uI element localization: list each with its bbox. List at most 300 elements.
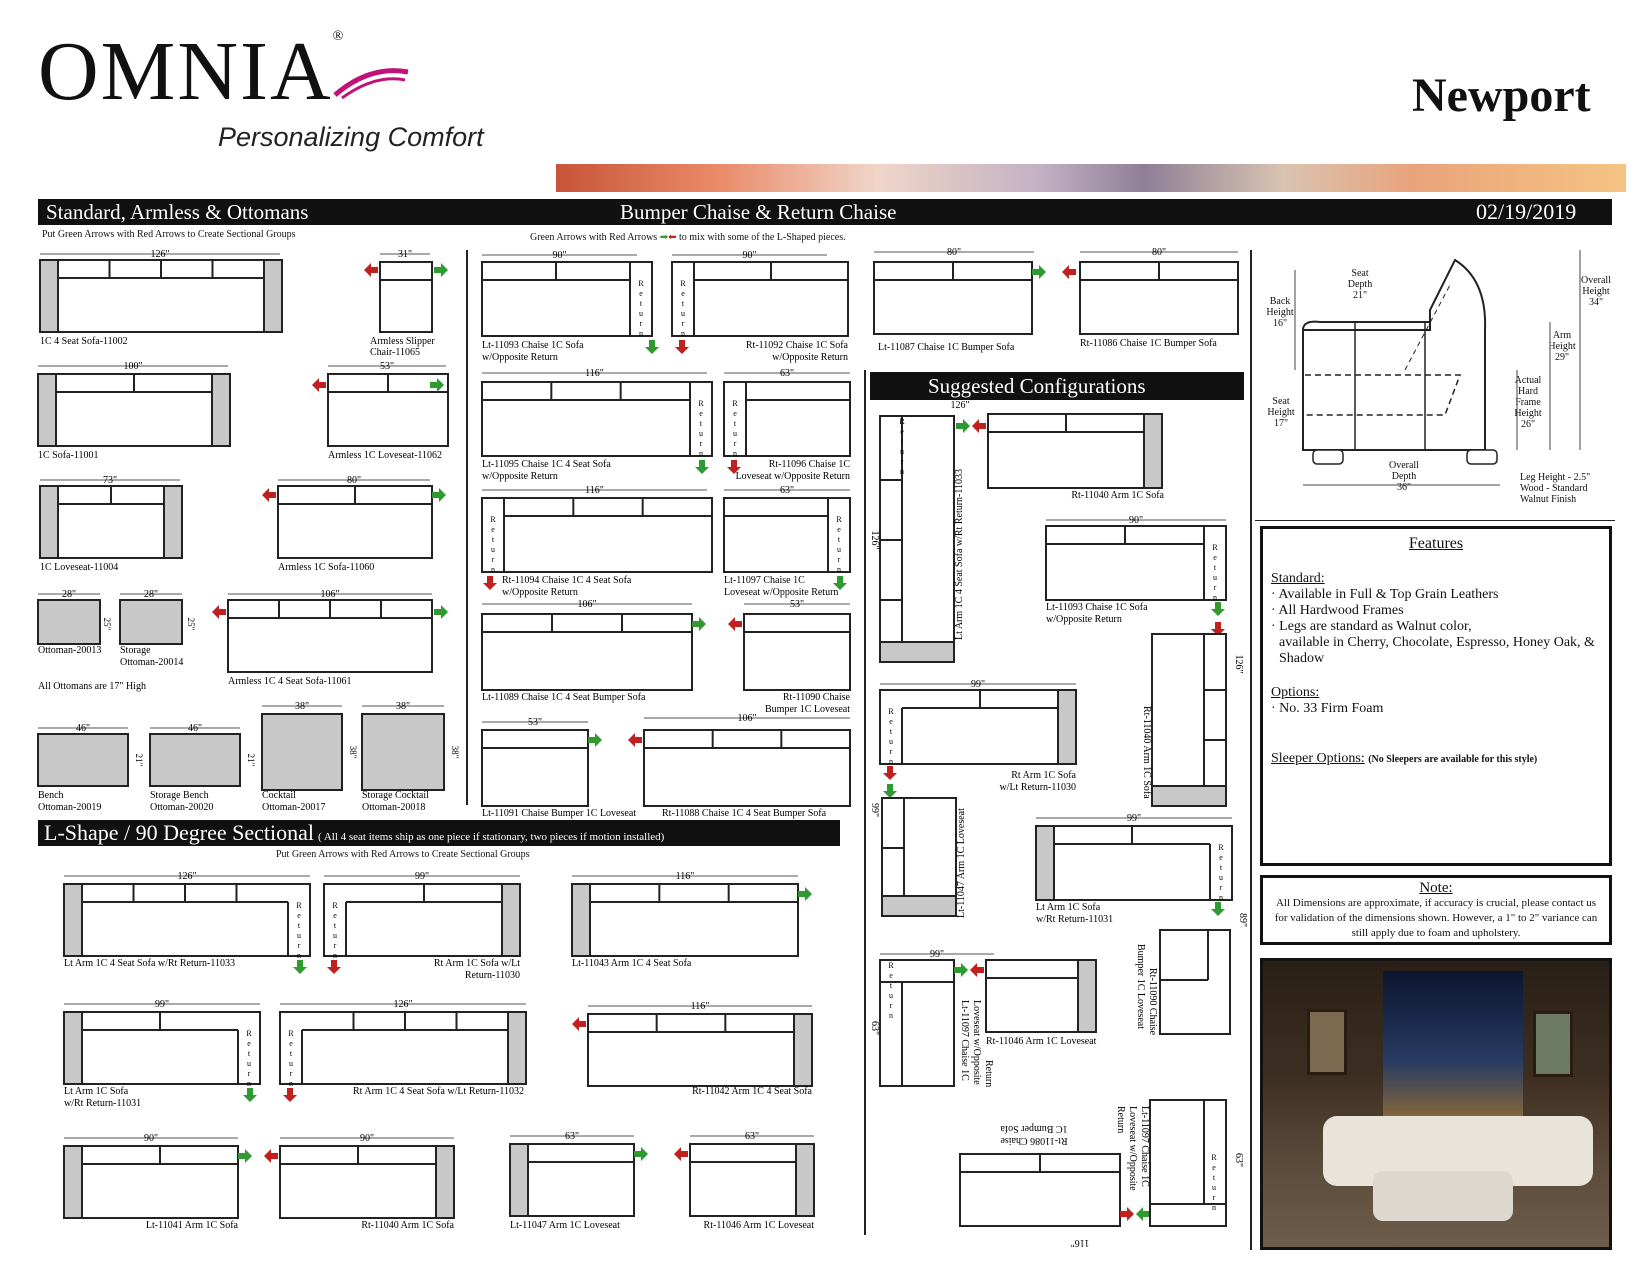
label-20018: Storage Cocktail (362, 790, 429, 801)
cfg-d-label1b: w/Rt Return-11031 (1036, 914, 1114, 925)
label-20020: Storage Bench (150, 790, 209, 801)
l-11032-return: e (289, 1039, 293, 1048)
red-arrow (262, 488, 276, 502)
cfg-c-sofa-return: t (889, 727, 893, 736)
cfg-b-chaise-return: t (1213, 563, 1217, 572)
cfg-b-label1: Lt-11093 Chaise 1C Sofa (1046, 602, 1148, 613)
cfg-a-return: R (899, 417, 905, 426)
label-11001: 1C Sofa-11001 (38, 450, 99, 461)
cfg-e-dim: 99" (929, 949, 945, 960)
cfg-d-sofa-return: n (1219, 893, 1223, 902)
dim-11040: 90" (359, 1133, 375, 1144)
ottoman-note: All Ottomans are 17" High (38, 681, 146, 692)
chaise-11094-return: r (491, 555, 495, 564)
label-11093b: w/Opposite Return (482, 352, 558, 363)
chaise-11095-return: t (699, 419, 703, 428)
sleeper-line: Sleeper Options: (No Sleepers are available for this style) (1271, 751, 1538, 766)
green-arrow (1136, 1207, 1150, 1221)
label-11040: Rt-11040 Arm 1C Sofa (361, 1220, 454, 1231)
leg-height: Leg Height - 2.5" Wood - Standard Walnut Finish (1520, 472, 1591, 505)
dim-11031: 99" (154, 999, 170, 1010)
green-arrow (238, 1149, 252, 1163)
cfg-b-chaise-return: e (1213, 553, 1217, 562)
dim-11041: 90" (143, 1133, 159, 1144)
dim-11096: 63" (779, 368, 795, 379)
label-11095: Lt-11095 Chaise 1C 4 Seat Sofa (482, 459, 611, 470)
dim-11089: 106" (577, 599, 597, 610)
cfg-f-return: e (1212, 1163, 1216, 1172)
red-arrow (283, 1088, 297, 1102)
green-arrow (692, 617, 706, 631)
sofa-11001-arm-r (212, 374, 230, 446)
l-11031-return: R (246, 1029, 252, 1038)
frame-height: Actual Hard Frame Height 26" (1514, 375, 1542, 430)
label-11090: Rt-11090 Chaise (782, 692, 850, 703)
green-arrow (1032, 265, 1046, 279)
l-11033-return: r (297, 941, 301, 950)
dim-11001: 100" (123, 361, 143, 372)
cfg-b-dim2: 126" (1233, 654, 1244, 674)
cfg-a-return: u (900, 447, 904, 456)
red-arrow (674, 1147, 688, 1161)
label-11031: Lt Arm 1C Sofa (64, 1086, 129, 1097)
cfg-e-label1: Lt-11097 Chaise 1C (959, 1000, 970, 1081)
bumper-heading: Bumper Chaise & Return Chaise (620, 200, 897, 224)
l-11033-return: R (296, 901, 302, 910)
label-11033: Lt Arm 1C 4 Seat Sofa w/Rt Return-11033 (64, 958, 236, 969)
cfg-f-return: R (1211, 1153, 1217, 1162)
label-11092: Rt-11092 Chaise 1C Sofa (745, 340, 848, 351)
cfg-c-sofa-return: r (889, 747, 893, 756)
cfg-d-sofa (1036, 826, 1232, 900)
l-11042-arm (794, 1014, 812, 1086)
room-photo (1260, 958, 1612, 1250)
dim-11061: 106" (320, 589, 340, 600)
l-11030-return: n (333, 951, 337, 960)
l-11033-return: u (297, 931, 301, 940)
l-11031 (64, 1012, 260, 1084)
dim-11065: 31" (397, 249, 413, 260)
dim2-20018: 38" (450, 745, 460, 759)
cfg-e-return: e (889, 971, 893, 980)
l-11030-return: e (333, 911, 337, 920)
dim2-20014: 25" (186, 617, 196, 631)
cfg-a-return: t (900, 437, 904, 446)
dim-20019: 46" (75, 723, 91, 734)
chaise-11095-body (482, 382, 690, 456)
l-11031-return: u (247, 1059, 251, 1068)
chaise-11093-return: R (638, 279, 644, 288)
cfg-c-sofa (880, 690, 1076, 764)
cfg-d-sofa-return: t (1219, 863, 1223, 872)
chaise-11092-return: u (681, 309, 685, 318)
green-arrow (293, 960, 307, 974)
chaise-11097-return: u (837, 545, 841, 554)
red-arrow (312, 378, 326, 392)
green-arrow (432, 488, 446, 502)
feature-3-cont: available in Cherry, Chocolate, Espresso, Honey Oak, & Shadow (1279, 635, 1595, 666)
label-11030: Rt Arm 1C Sofa w/Lt (433, 958, 520, 969)
l-11031-return: e (247, 1039, 251, 1048)
cocktail-20017 (262, 714, 342, 790)
label-11097: Lt-11097 Chaise 1C (724, 575, 805, 586)
l-11031-return: n (247, 1079, 251, 1088)
label-11061: Armless 1C 4 Seat Sofa-11061 (228, 676, 352, 687)
chaise-11094-return: u (491, 545, 495, 554)
bumper-11090 (744, 614, 850, 690)
chaise-11097-return: e (837, 525, 841, 534)
label-11004: 1C Loveseat-11004 (40, 562, 119, 573)
note-box (1260, 875, 1612, 945)
cfg-e-return: r (889, 1001, 893, 1010)
label-20020b: Ottoman-20020 (150, 802, 214, 813)
label-11002: 1C 4 Seat Sofa-11002 (40, 336, 128, 347)
red-arrow (364, 263, 378, 277)
omnia-logo: OMNIA® (38, 25, 346, 118)
chaise-11095-return: R (698, 399, 704, 408)
l-11031-return: t (247, 1049, 251, 1058)
cfg-d-dim2: 89" (1237, 912, 1248, 928)
cfg-e-return: R (888, 961, 894, 970)
label-11096b: Loveseat w/Opposite Return (735, 471, 850, 482)
chaise-11095-return: u (699, 429, 703, 438)
red-arrow (728, 617, 742, 631)
cfg-d-label2: Rt-11090 Chaise (1147, 968, 1158, 1036)
tagline: Personalizing Comfort (218, 122, 484, 152)
red-arrow (212, 605, 226, 619)
cfg-b-vert (1152, 634, 1226, 806)
chaise-11097-return: n (837, 565, 841, 574)
l-11031-arm (64, 1012, 82, 1084)
cfg-d-sofa-return: R (1218, 843, 1224, 852)
label-11093: Lt-11093 Chaise 1C Sofa (482, 340, 584, 351)
loveseat-11004-arm-l (40, 486, 58, 558)
dim-11046: 63" (744, 1131, 760, 1142)
chaise-11094-return: n (491, 565, 495, 574)
cfg-b-chaise-return: R (1212, 543, 1218, 552)
cfg-e-return: t (889, 981, 893, 990)
chaise-11093-return: n (639, 329, 643, 338)
dim-11090: 53" (789, 599, 805, 610)
cfg-e-dim2: 63" (869, 1020, 880, 1036)
l-11043 (572, 884, 798, 956)
l-11030 (324, 884, 520, 956)
label-20018b: Ottoman-20018 (362, 802, 426, 813)
arm-height: Arm Height 29" (1548, 330, 1576, 363)
green-arrow (954, 963, 968, 977)
red-arrow (327, 960, 341, 974)
sofa-11001-arm-l (38, 374, 56, 446)
cfg-b-chaise-return: r (1213, 583, 1217, 592)
label-11097b: Loveseat w/Opposite Return (724, 587, 839, 598)
cfg-c-label1b: w/Lt Return-11030 (999, 782, 1076, 793)
bumper-11091 (482, 730, 588, 806)
features-title: Features (1408, 535, 1464, 552)
red-arrow (1062, 265, 1076, 279)
dim2-20013: 25" (102, 617, 112, 631)
cocktail-20018 (362, 714, 444, 790)
chaise-11092-return: t (681, 299, 685, 308)
lshape-heading: L-Shape / 90 Degree Sectional ( All 4 seat items ship as one piece if stationary, two pieces if motion installed) (44, 820, 665, 845)
dim-11047: 63" (564, 1131, 580, 1142)
label-11094: Rt-11094 Chaise 1C 4 Seat Sofa (502, 575, 632, 586)
cfg-f-dim2: 63" (1233, 1152, 1244, 1168)
green-arrow (588, 733, 602, 747)
chaise-11097-return: r (837, 555, 841, 564)
l-11040 (280, 1146, 454, 1218)
l-11041-arm (64, 1146, 82, 1218)
green-arrow (434, 605, 448, 619)
note-title: Note: (1419, 880, 1453, 896)
chaise-11095-return: r (699, 439, 703, 448)
dim-11062: 53" (379, 361, 395, 372)
ottoman-20013 (38, 600, 100, 644)
feature-3: · Legs are standard as Walnut color, (1271, 619, 1472, 634)
chaise-11092-return: n (681, 329, 685, 338)
lshape-note: Put Green Arrows with Red Arrows to Create Sectional Groups (276, 849, 530, 860)
cfg-a-dim2: 126" (869, 530, 880, 550)
label-11087: Lt-11087 Chaise 1C Bumper Sofa (878, 342, 1015, 353)
label-11091: Lt-11091 Chaise Bumper 1C Loveseat (482, 808, 637, 819)
seat-height: Seat Height 17" (1267, 396, 1295, 429)
l-11031-return: r (247, 1069, 251, 1078)
dim-11091: 53" (527, 717, 543, 728)
red-arrow (970, 963, 984, 977)
cfg-f-label1: Rt-11086 Chaise (1000, 1135, 1068, 1146)
cfg-f-return: r (1212, 1193, 1216, 1202)
l-11033-arm (64, 884, 82, 956)
label-11042: Rt-11042 Arm 1C 4 Seat Sofa (692, 1086, 812, 1097)
collection-title: Newport (1412, 69, 1591, 122)
l-11032-return: r (289, 1069, 293, 1078)
bench-20020 (150, 734, 240, 786)
chaise-11096-return: r (733, 439, 737, 448)
l-11046-arm (796, 1144, 814, 1216)
label-20019: Bench (38, 790, 64, 801)
dim-11043: 116" (675, 871, 695, 882)
seat-depth: Seat Depth 21" (1347, 268, 1373, 301)
l-11032-arm (508, 1012, 526, 1084)
chaise-11096-return: e (733, 409, 737, 418)
chaise-11094-return: t (491, 535, 495, 544)
green-arrow (434, 263, 448, 277)
label-11043: Lt-11043 Arm 1C 4 Seat Sofa (572, 958, 692, 969)
feature-1: · Available in Full & Top Grain Leathers (1271, 587, 1499, 602)
label-11086: Rt-11086 Chaise 1C Bumper Sofa (1080, 338, 1217, 349)
cfg-c-dim2: 99" (869, 802, 880, 818)
l-11030-return: R (332, 901, 338, 910)
dim-11033: 126" (177, 871, 197, 882)
cfg-f-label2b: Loveseat w/Opposite (1127, 1106, 1138, 1191)
dim-11093: 90" (552, 250, 567, 261)
cfg-a-return: e (900, 427, 904, 436)
dim-11042: 116" (690, 1001, 710, 1012)
cfg-a-return: n (900, 467, 904, 476)
dim-11095: 116" (585, 368, 604, 379)
dim-20017: 38" (294, 701, 310, 712)
dim2-20017: 38" (348, 745, 358, 759)
cfg-b-arm (1152, 786, 1226, 806)
ottoman-20014 (120, 600, 182, 644)
red-arrow (572, 1017, 586, 1031)
cfg-b-chaise-return: n (1213, 593, 1217, 602)
feature-2: · All Hardwood Frames (1271, 603, 1404, 618)
bumper-note: Green Arrows with Red Arrows ➡⬅ to mix with some of the L-Shaped pieces. (530, 232, 846, 243)
sofa-11002-arm-l (40, 260, 58, 332)
l-11030-arm (502, 884, 520, 956)
cfg-f-return: n (1212, 1203, 1216, 1212)
l-11030-return: u (333, 931, 337, 940)
l-11032-return: t (289, 1049, 293, 1058)
cfg-d-label1: Lt Arm 1C Sofa (1036, 902, 1101, 913)
cfg-a-label2: Rt-11040 Arm 1C Sofa (1071, 490, 1164, 501)
dim-11002: 126" (150, 249, 170, 260)
dim-20013: 28" (61, 589, 77, 600)
label-20017b: Ottoman-20017 (262, 802, 326, 813)
cfg-d-label2b: Bumper 1C Loveseat (1135, 944, 1146, 1029)
green-arrow (645, 340, 659, 354)
cfg-c-label1: Rt Arm 1C Sofa (1011, 770, 1076, 781)
chaise-11095-return: e (699, 409, 703, 418)
dim-20014: 28" (143, 589, 159, 600)
label-20017: Cocktail (262, 790, 296, 801)
red-arrow (675, 340, 689, 354)
cfg-c-sofa-return: e (889, 717, 893, 726)
suggested-heading: Suggested Configurations (928, 374, 1146, 398)
chaise-11096-return: n (733, 449, 737, 458)
dim-11097: 63" (779, 485, 795, 496)
overall-height: Overall Height 34" (1581, 275, 1611, 308)
dim-11004: 73" (102, 475, 118, 486)
cfg-d-sofa-return: u (1219, 873, 1223, 882)
label-11089: Lt-11089 Chaise 1C 4 Seat Bumper Sofa (482, 692, 646, 703)
label-11031b: w/Rt Return-11031 (64, 1098, 142, 1109)
cfg-c-label2: Lt-11047 Arm 1C Loveseat (956, 808, 967, 918)
cfg-f-return: u (1212, 1183, 1216, 1192)
red-arrow (628, 733, 642, 747)
dim-11094: 116" (585, 485, 604, 496)
cfg-c-dim: 99" (970, 679, 986, 690)
label-11062: Armless 1C Loveseat-11062 (328, 450, 443, 461)
label-11030b: Return-11030 (464, 970, 520, 981)
label-11046: Rt-11046 Arm 1C Loveseat (703, 1220, 814, 1231)
dim-11087: 80" (946, 247, 962, 258)
chaise-11096-body (746, 382, 850, 456)
chaise-11094-body (504, 498, 712, 572)
l-11033-return: t (297, 921, 301, 930)
cfg-c-sofa-return: u (889, 737, 893, 746)
chaise-11093-return: u (639, 309, 643, 318)
dim2-20020: 21" (246, 753, 256, 767)
chaise-11095-return: n (699, 449, 703, 458)
bumper-11089 (482, 614, 692, 690)
l-11032-return: n (289, 1079, 293, 1088)
features-box (1260, 526, 1612, 866)
red-arrow (264, 1149, 278, 1163)
chaise-11097-return: t (837, 535, 841, 544)
label-11092b: w/Opposite Return (772, 352, 848, 363)
green-arrow (798, 887, 812, 901)
cfg-f-return: t (1212, 1173, 1216, 1182)
overall-depth: Overall Depth 36" (1389, 460, 1419, 493)
label-11088: Rt-11088 Chaise 1C 4 Seat Bumper Sofa (662, 808, 827, 819)
l-11030-return: r (333, 941, 337, 950)
l-11032 (280, 1012, 526, 1084)
dim-11060: 80" (346, 475, 362, 486)
label-20014b: Ottoman-20014 (120, 657, 184, 668)
cfg-e-label1b: Loveseat w/Opposite (971, 1000, 982, 1085)
back-height: Back Height 16" (1266, 296, 1294, 329)
chaise-11093-return: r (639, 319, 643, 328)
cfg-b-dim: 90" (1128, 515, 1144, 526)
label-11090b: Bumper 1C Loveseat (765, 704, 850, 715)
dim-11092: 90" (742, 250, 757, 261)
label-11095b: w/Opposite Return (482, 471, 558, 482)
cfg-e-sofa-arm (1078, 960, 1096, 1032)
cfg-c-sofa-return: R (888, 707, 894, 716)
note-text: All Dimensions are approximate, if accuracy is crucial, please contact us for validation of the dimensions shown. However, a 1" to 2" variance can still apply due to foam and upholstery. (1274, 897, 1598, 939)
date: 02/19/2019 (1476, 199, 1577, 224)
label-11032: Rt Arm 1C 4 Seat Sofa w/Lt Return-11032 (352, 1086, 524, 1097)
l-11042 (588, 1014, 812, 1086)
l-11030-return: t (333, 921, 337, 930)
cfg-f-dim: 116" (1070, 1237, 1090, 1248)
cfg-a-sofa-arm-r (1144, 414, 1162, 488)
green-arrow (956, 419, 970, 433)
label-11094b: w/Opposite Return (502, 587, 578, 598)
red-arrow (1120, 1207, 1134, 1221)
cfg-a-return: r (900, 457, 904, 466)
l-11033-return: n (297, 951, 301, 960)
label-20014: Storage (120, 645, 151, 656)
options-head: Options: (1271, 685, 1320, 700)
cfg-d-sofa-return: e (1219, 853, 1223, 862)
l-11047-arm (510, 1144, 528, 1216)
dim-11088: 106" (737, 713, 757, 724)
chaise-11096-return: u (733, 429, 737, 438)
chaise-11096-return: t (733, 419, 737, 428)
loveseat-11004-arm-r (164, 486, 182, 558)
green-arrow (1211, 902, 1225, 916)
label-11047: Lt-11047 Arm 1C Loveseat (510, 1220, 620, 1231)
label-11096: Rt-11096 Chaise 1C (768, 459, 850, 470)
cfg-b-label1b: w/Opposite Return (1046, 614, 1122, 625)
label-20013: Ottoman-20013 (38, 645, 102, 656)
cfg-e-label1c: Return (983, 1060, 994, 1088)
cfg-a-sofa (988, 414, 1162, 488)
dim-11086: 80" (1151, 247, 1167, 258)
cfg-f-label2: Lt-11097 Chaise 1C (1139, 1106, 1150, 1187)
chaise-11092-return: r (681, 319, 685, 328)
l-11033-return: e (297, 911, 301, 920)
label-20019b: Ottoman-20019 (38, 802, 102, 813)
l-11040-arm (436, 1146, 454, 1218)
l-11032-return: R (288, 1029, 294, 1038)
cfg-f-label1b: 1C Bumper Sofa (1000, 1123, 1068, 1134)
chair-11065 (380, 262, 432, 332)
cfg-e-return: u (889, 991, 893, 1000)
dim-20018: 38" (395, 701, 411, 712)
label-11041: Lt-11041 Arm 1C Sofa (145, 1220, 238, 1231)
sofa-side-diagram (1255, 250, 1615, 520)
l-11033 (64, 884, 310, 956)
dim-11030: 99" (414, 871, 430, 882)
cfg-b-chaise-return: u (1213, 573, 1217, 582)
red-arrow (883, 766, 897, 780)
cfg-d-sofa-return: r (1219, 883, 1223, 892)
cfg-c-arm (882, 896, 956, 916)
green-arrow (634, 1147, 648, 1161)
